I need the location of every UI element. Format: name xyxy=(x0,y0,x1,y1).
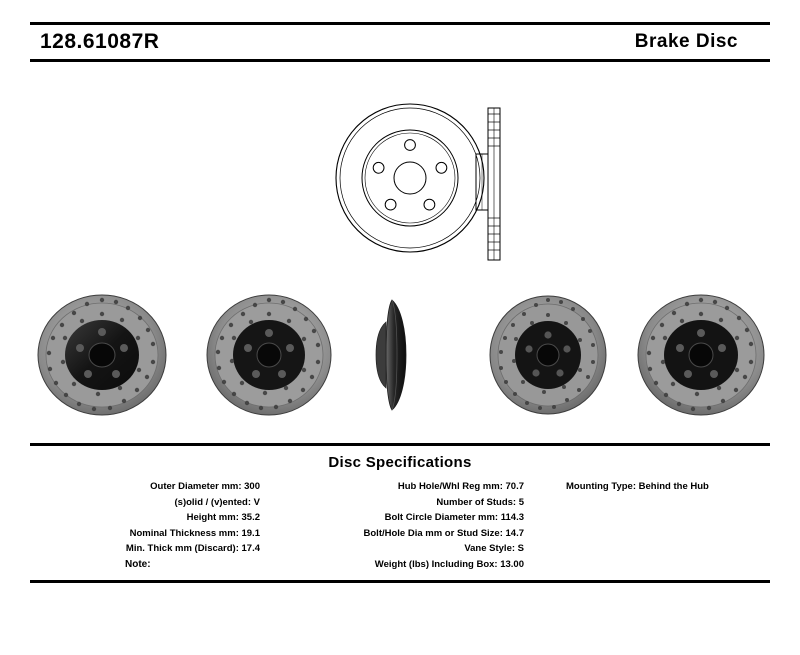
spec-nominal-thickness: Nominal Thickness mm: 19.1 xyxy=(129,527,260,539)
spec-min-thickness: Min. Thick mm (Discard): 17.4 xyxy=(125,543,260,554)
spec-hub-hole: Hub Hole/Whl Reg mm: 70.7 xyxy=(397,481,524,492)
spec-column-right xyxy=(530,479,770,572)
spec-vane-style: Vane Style: S xyxy=(464,543,524,554)
spec-number-of-studs: Number of Studs: 5 xyxy=(436,496,524,508)
spec-solid-vented: (s)olid / (v)ented: V xyxy=(174,496,260,508)
drilled-rotor-front-right-image xyxy=(205,292,333,418)
disc-specifications-panel xyxy=(30,443,770,583)
sheet-header xyxy=(30,22,770,62)
drilled-rotor-front-left-image xyxy=(36,292,168,418)
part-number: 128.61087R xyxy=(40,30,160,53)
drilled-rotor-rear-right-image xyxy=(636,292,766,418)
page-title: Brake Disc xyxy=(634,31,738,52)
spec-height: Height mm: 35.2 xyxy=(186,512,260,523)
spec-column-middle xyxy=(266,479,530,572)
note-label: Note: xyxy=(125,559,151,570)
spec-bolt-hole-dia: Bolt/Hole Dia mm or Stud Size: 14.7 xyxy=(363,527,524,539)
rotor-cross-section-icon xyxy=(460,92,530,272)
spec-section-title: Disc Specifications xyxy=(328,454,472,471)
spec-weight: Weight (lbs) Including Box: 13.00 xyxy=(374,558,524,570)
drawing-area xyxy=(30,70,770,440)
rotor-photo-row xyxy=(30,292,770,422)
spec-mounting-type: Mounting Type: Behind the Hub xyxy=(566,481,709,492)
rotor-edge-profile-image xyxy=(368,292,414,418)
spec-bolt-circle-diameter: Bolt Circle Diameter mm: 114.3 xyxy=(384,512,524,523)
spec-outer-diameter: Outer Diameter mm: 300 xyxy=(150,481,260,492)
drilled-rotor-rear-left-image xyxy=(488,292,608,418)
